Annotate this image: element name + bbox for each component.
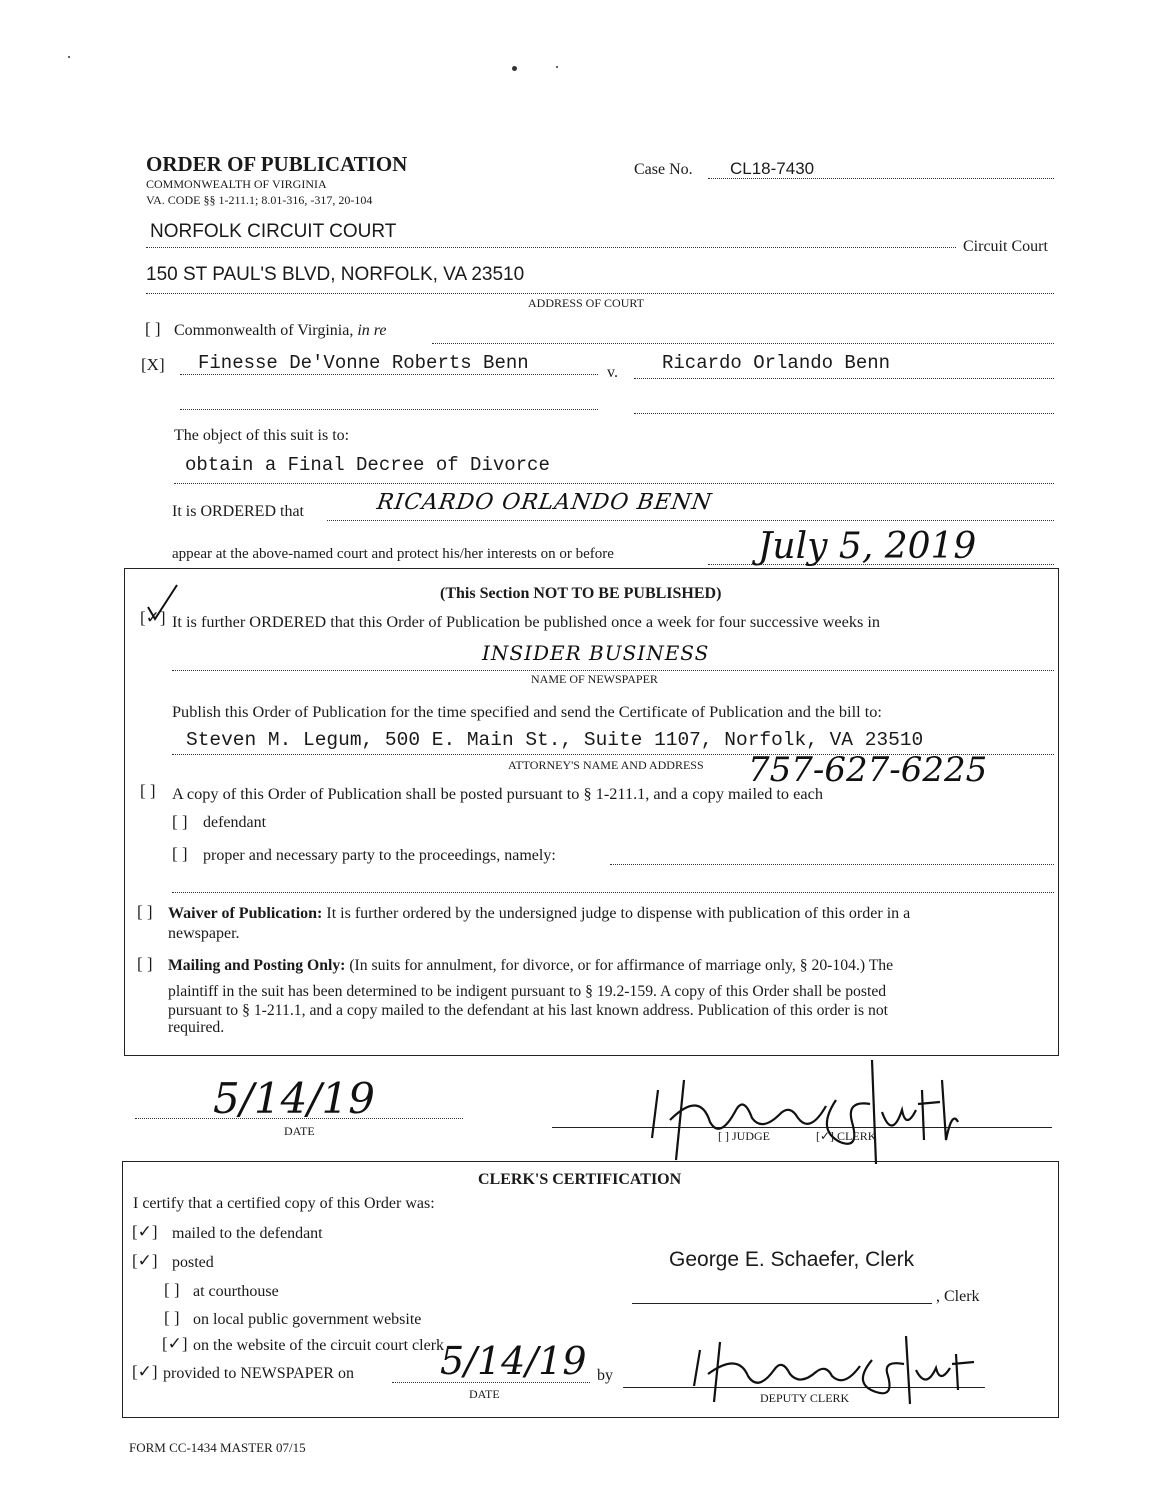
court-address: 150 ST PAUL'S BLVD, NORFOLK, VA 23510 [146,264,525,285]
newspaper-date-handwritten: 5/14/19 [440,1339,587,1383]
copy-posted-text: A copy of this Order of Publication shall be posted pursuant to § 1-211.1, and a copy mailed to each [172,784,823,803]
copy-posted-checkbox[interactable]: [ ] [140,781,156,800]
local-website-checkbox[interactable]: [ ] [164,1308,180,1327]
further-ordered-text: It is further ORDERED that this Order of Publication be published once a week for four successive weeks in [172,612,881,631]
scan-speck [556,66,558,68]
deputy-clerk-caption: DEPUTY CLERK [760,1391,850,1405]
newspaper-date-caption: DATE [469,1387,500,1401]
defendant-checkbox[interactable]: [ ] [172,812,188,831]
object-label: The object of this suit is to: [174,427,350,444]
form-number: FORM CC-1434 MASTER 07/15 [129,1440,306,1455]
defendant-line [634,378,1054,379]
clerk-cert-intro: I certify that a certified copy of this Order was: [133,1195,435,1212]
courthouse-label: at courthouse [193,1283,279,1300]
mailing-checkbox[interactable]: [ ] [137,954,153,973]
scan-speck [68,56,70,58]
party-line-2 [172,892,1054,893]
parties-checkbox[interactable]: [X] [141,355,165,374]
court-name: NORFOLK CIRCUIT COURT [150,221,397,242]
defendant-name: Ricardo Orlando Benn [662,352,891,374]
party-label: proper and necessary party to the proceedings, namely: [203,847,556,864]
versus-label: v. [607,364,618,381]
mailed-label: mailed to the defendant [172,1225,323,1242]
court-address-line [146,293,1054,294]
court-name-line [146,247,956,248]
court-address-caption: ADDRESS OF COURT [528,296,644,310]
commonwealth-checkbox[interactable]: [ ] [145,319,161,338]
plaintiff-name: Finesse De'Vonne Roberts Benn [198,352,529,374]
attorney-address: Steven M. Legum, 500 E. Main St., Suite 1107, Norfolk, VA 23510 [186,729,924,751]
clerk-checkbox[interactable]: [✓] CLERK [816,1129,877,1143]
plaintiff-line [180,374,598,375]
newspaper-provided-label: provided to NEWSPAPER on [163,1365,354,1382]
waiver-checkbox[interactable]: [ ] [137,902,153,921]
signature-date-handwritten: 5/14/19 [213,1074,375,1123]
object-value: obtain a Final Decree of Divorce [185,454,550,476]
commonwealth-in-re-label: Commonwealth of Virginia, in re [174,322,387,339]
newspaper-caption: NAME OF NEWSPAPER [531,672,658,686]
newspaper-line [172,670,1054,671]
by-label: by [597,1367,613,1384]
ordered-name-line [327,520,1054,521]
appear-text: appear at the above-named court and protect his/her interests on or before [172,546,614,562]
signature-date-caption: DATE [284,1124,315,1138]
clerk-cert-heading: CLERK'S CERTIFICATION [478,1171,682,1188]
circuit-court-suffix: Circuit Court [963,238,1048,255]
party-line [610,864,1054,865]
ordered-name-handwritten: RICARDO ORLANDO BENN [375,490,714,515]
party-checkbox[interactable]: [ ] [172,844,188,863]
appear-date-handwritten: July 5, 2019 [758,526,977,567]
mailing-text-3: pursuant to § 1-211.1, and a copy mailed to the defendant at his last known address. Publication of this order is not [168,1002,889,1019]
defendant-extra-line [634,413,1054,414]
posted-label: posted [172,1254,214,1271]
mailed-checkbox[interactable]: [✓] [132,1222,158,1241]
publish-text: Publish this Order of Publication for the time specified and send the Certificate of Publication and the bill to: [172,702,882,721]
case-no-value: CL18-7430 [730,159,815,178]
further-ordered-checkbox[interactable]: [✓] [140,608,166,627]
attorney-caption: ATTORNEY'S NAME AND ADDRESS [508,758,704,772]
local-website-label: on local public government website [193,1311,422,1328]
ordered-label: It is ORDERED that [172,503,304,520]
commonwealth-label: COMMONWEALTH OF VIRGINIA [146,177,327,191]
code-reference: VA. CODE §§ 1-211.1; 8.01-316, -317, 20-104 [146,193,373,207]
circuit-website-checkbox[interactable]: [✓] [162,1334,188,1353]
form-title: ORDER OF PUBLICATION [146,152,408,176]
clerk-signature [640,1060,960,1164]
case-no-label: Case No. [634,161,693,178]
newspaper-handwritten: INSIDER BUSINESS [482,641,710,665]
posted-checkbox[interactable]: [✓] [132,1251,158,1270]
judge-checkbox[interactable]: [ ] JUDGE [718,1129,770,1143]
object-line [174,483,1054,484]
waiver-text-2: newspaper. [168,925,240,942]
clerk-name: George E. Schaefer, Clerk [669,1248,915,1271]
mailing-text-1: Mailing and Posting Only: (In suits for annulment, for divorce, or for affirmance of marriage only, § 20-104.) The [168,957,894,974]
defendant-label: defendant [203,814,267,831]
clerk-name-line [632,1303,932,1304]
newspaper-provided-checkbox[interactable]: [✓] [132,1362,158,1381]
not-published-heading: (This Section NOT TO BE PUBLISHED) [440,585,722,602]
mailing-text-4: required. [168,1019,225,1036]
in-re-line [432,343,1054,344]
clerk-suffix: , Clerk [936,1288,980,1305]
waiver-text-1: Waiver of Publication: It is further ordered by the undersigned judge to dispense with publication of this order in a [168,905,911,922]
scan-speck [512,66,517,71]
mailing-text-2: plaintiff in the suit has been determined to be indigent pursuant to § 19.2-159. A copy of this Order shall be posted [168,983,887,1000]
plaintiff-extra-line [180,409,598,410]
courthouse-checkbox[interactable]: [ ] [164,1280,180,1299]
attorney-phone-handwritten: 757-627-6225 [748,750,988,790]
circuit-website-label: on the website of the circuit court clerk [193,1337,445,1354]
